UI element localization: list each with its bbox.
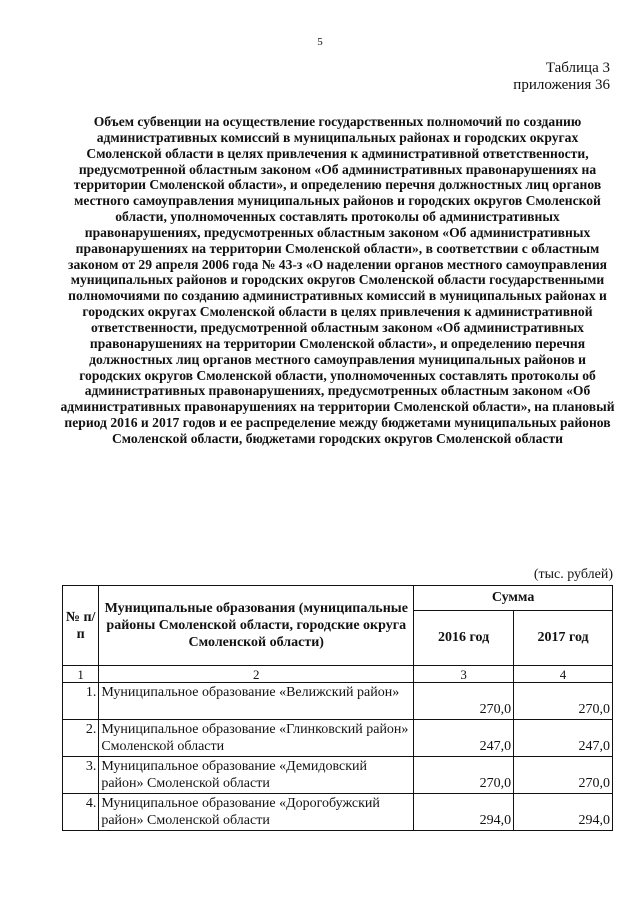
row-number: 2. <box>63 720 99 757</box>
amount-2016: 294,0 <box>414 794 514 831</box>
amount-2017: 270,0 <box>514 757 613 794</box>
header-num: № п/п <box>63 586 99 666</box>
header-year-2017: 2017 год <box>514 611 613 666</box>
table-row <box>63 683 613 720</box>
row-number: 1. <box>63 683 99 720</box>
header-sum: Сумма <box>414 586 613 611</box>
amount-2017: 270,0 <box>514 683 613 720</box>
amount-2016: 247,0 <box>414 720 514 757</box>
column-index: 4 <box>514 666 613 683</box>
table-reference <box>513 60 610 94</box>
municipality-name: Муниципальное образование «Дорогобужский район» Смоленской области <box>99 794 414 831</box>
amount-2016: 270,0 <box>414 683 514 720</box>
page-number: 5 <box>317 36 323 48</box>
column-index: 1 <box>63 666 99 683</box>
column-index-row <box>63 666 613 683</box>
row-number: 3. <box>63 757 99 794</box>
municipality-name: Муниципальное образование «Демидовский район» Смоленской области <box>99 757 414 794</box>
municipality-name: Муниципальное образование «Велижский район» <box>99 683 414 720</box>
table-reference-line-1: Таблица 3 <box>545 60 610 76</box>
table-reference-line-2: приложения 36 <box>513 77 610 93</box>
amount-2017: 294,0 <box>514 794 613 831</box>
amount-2016: 270,0 <box>414 757 514 794</box>
row-number: 4. <box>63 794 99 831</box>
table-row <box>63 720 613 757</box>
units-label: (тыс. рублей) <box>533 567 613 582</box>
amount-2017: 247,0 <box>514 720 613 757</box>
header-municipality: Муниципальные образования (муниципальные районы Смоленской области, городские округа Смоленской области) <box>99 586 414 666</box>
column-index: 2 <box>99 666 414 683</box>
municipality-name: Муниципальное образование «Глинковский район» Смоленской области <box>99 720 414 757</box>
document-title: Объем субвенции на осуществление государственных полномочий по созданию административных комиссий в муниципальных районах и городских округах Смоленской области в целях привлечения к административной ответственности, предусмотренной областным законом «Об административных правонарушениях на территории Смоленской области», и определению перечня должностных лиц органов местного самоуправления муниципальных районов и городских округов Смоленской области, уполномоченных составлять протоколы об административных правонарушениях, предусмотренных областным законом «Об административных правонарушениях на территории Смоленской области», в соответствии с областным законом от 29 апреля 2006 года № 43-з «О наделении органов местного самоуправления муниципальных районов и городских округов Смоленской области государственными полномочиями по созданию административных комиссий в муниципальных районах и городских округах Смоленской области в целях привлечения к административной ответственности, предусмотренной областным законом «Об административных правонарушениях на территории Смоленской области», и определению перечня должностных лиц органов местного самоуправления муниципальных районов и городских округов Смоленской области, уполномоченных составлять протоколы об административных правонарушениях, предусмотренных областным законом «Об административных правонарушениях на территории Смоленской области», на плановый период 2016 и 2017 годов и ее распределение между бюджетами муниципальных районов Смоленской области, бюджетами городских округов Смоленской области <box>60 114 615 446</box>
column-index: 3 <box>414 666 514 683</box>
subsidy-table <box>62 585 613 831</box>
header-year-2016: 2016 год <box>414 611 514 666</box>
table-row <box>63 794 613 831</box>
table-row <box>63 757 613 794</box>
